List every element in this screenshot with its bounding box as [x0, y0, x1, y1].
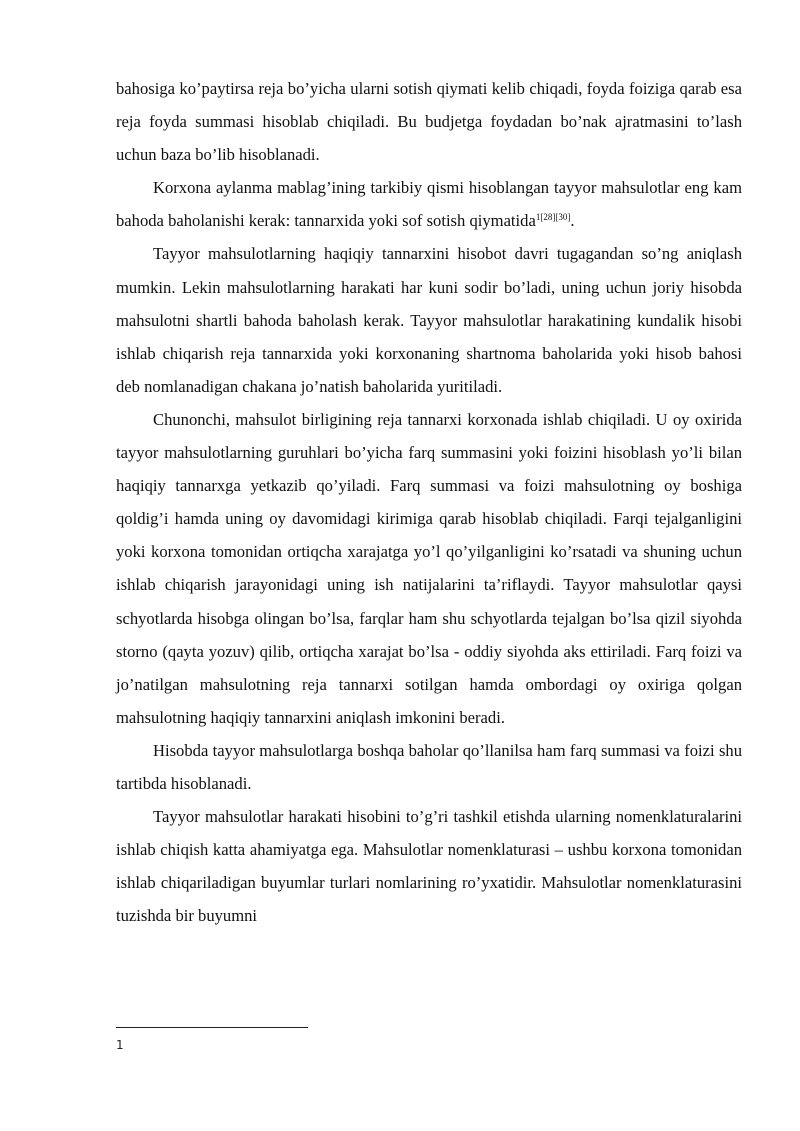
footnote-separator [116, 1027, 308, 1028]
paragraph-5: Hisobda tayyor mahsulotlarga boshqa baholar qo’llanilsa ham farq summasi va foizi shu tartibda hisoblanadi. [116, 740, 742, 793]
paragraph-2-text: Korxona aylanma mablag’ining tarkibiy qismi hisoblangan tayyor mahsulotlar eng kam bahoda baholanishi kerak: tannarxida yoki sof sotish qiymatida [116, 178, 742, 231]
paragraph-2 [116, 171, 742, 237]
paragraph-6: Tayyor mahsulotlar harakati hisobini to’g’ri tashkil etishda ularning nomenklaturalarini ishlab chiqish katta ahamiyatga ega. Mahsulotlar nomenklaturasi – ushbu korxona tomonidan ishlab chiqariladigan buyumlar turlari nomlarining ro’yxatidir. Mahsulotlar nomenklaturasini tuzishda bir buyumni [116, 807, 742, 926]
paragraph-2-tail: . [570, 211, 575, 231]
footnote-number: 1 [116, 1038, 124, 1052]
paragraph-3: Tayyor mahsulotlarning haqiqiy tannarxini hisobot davri tugagandan so’ng aniqlash mumkin. Lekin mahsulotlarning harakati har kuni sodir bo’ladi, uning uchun joriy hisobda mahsulotni shartli bahoda baholash kerak. Tayyor mahsulotlar harakatining kundalik hisobi ishlab chiqarish reja tannarxida yoki korxonaning shartnoma baholarida yoki hisob bahosi deb nomlanadigan chakana jo’natish baholarida yuritiladi. [116, 244, 742, 396]
paragraph-4: Chunonchi, mahsulot birligining reja tannarxi korxonada ishlab chiqiladi. U oy oxirida tayyor mahsulotlarning guruhlari bo’yicha farq summasini yoki foizini hisoblash yo’li bilan haqiqiy tannarxga yetkazib qo’yiladi. Farq summasi va foizi mahsulotning oy boshiga qoldig’i hamda uning oy davomidagi kirimiga qarab hisoblab chiqiladi. Farqi tejalganligini yoki korxona tomonidan ortiqcha xarajatga yo’l qo’yilganligini ko’rsatadi va shuning uchun ishlab chiqarish jarayonidagi uning ish natijalarini ta’riflaydi. Tayyor mahsulotlar qaysi schyotlarda hisobga olingan bo’lsa, farqlar ham shu schyotlarda tejalgan bo’lsa qizil siyohda storno (qayta yozuv) qilib, ortiqcha xarajat bo’lsa - oddiy siyohda aks ettiriladi. Farq foizi va jo’natilgan mahsulotning reja tannarxi sotilgan hamda ombordagi oy oxiriga qolgan mahsulotning haqiqiy tannarxini aniqlash imkonini beradi. [116, 409, 742, 727]
footnote-reference[interactable]: 1[28][30] [535, 212, 571, 223]
paragraph-1: bahosiga ko’paytirsa reja bo’yicha ularni sotish qiymati kelib chiqadi, foyda foiziga qarab esa reja foyda summasi hisoblab chiqiladi. Bu budjetga foydadan bo’nak ajratmasini to’lash uchun baza bo’lib hisoblanadi. [116, 79, 742, 165]
document-body [116, 72, 742, 932]
